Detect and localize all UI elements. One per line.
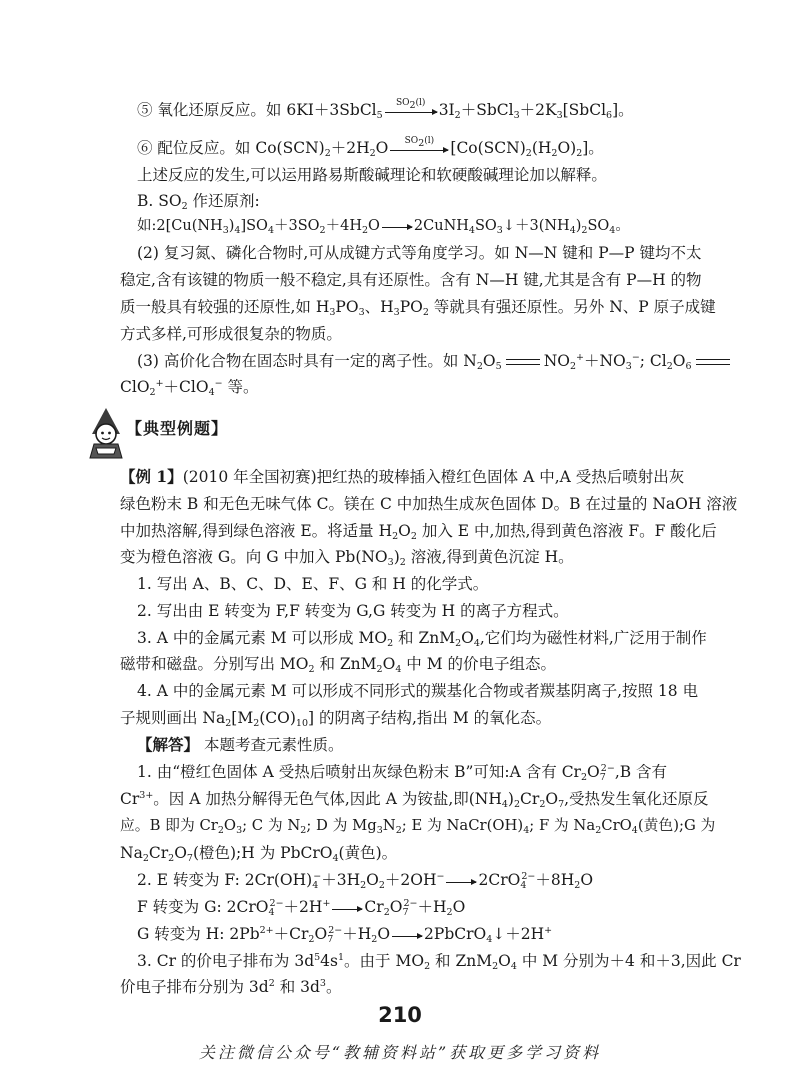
question-item: 2. 写出由 E 转变为 F,F 转变为 G,G 转变为 H 的离子方程式。 <box>137 602 569 620</box>
question-item: 4. A 中的金属元素 M 可以形成不同形式的羰基化合物或者羰基阴离子,按照 18 电 <box>137 682 699 700</box>
reaction-arrow <box>382 225 412 228</box>
equilibrium-arrow <box>506 359 540 365</box>
text-line: 2. E 转变为 F: $2Cr(OH)_4^-+3H_2O_2+2OH^-$ $2CrO_4^{2-}+8H_2O$ <box>137 871 594 891</box>
text-line: B. $SO_2$ 作还原剂: <box>137 192 260 212</box>
reaction-arrow <box>392 934 422 937</box>
student-reading-icon <box>86 404 126 460</box>
page-number: 210 <box>378 1003 422 1027</box>
text-line: (2) 复习氮、磷化合物时,可从成键方式等角度学习。如 N—N 键和 P—P 键均不太 <box>137 244 702 262</box>
text-line: 稳定,含有该键的物质一般不稳定,具有还原性。含有 N—H 键,尤其是含有 P—H 的物 <box>120 271 702 289</box>
reaction-arrow <box>446 880 476 883</box>
text-line: 【例 1】(2010 年全国初赛)把红热的玻棒插入橙红色固体 A 中,A 受热后喷射出灰 <box>120 467 685 486</box>
text-line: 子规则画出 $Na_2[M_2(CO)_{10}]$ 的阴离子结构,指出 M 的氧化态。 <box>120 709 552 729</box>
text-line: G 转变为 H: $2Pb^{2+}+Cr_2O_7^{2-}+H_2O$ 2PbCrO$_4$↓＋2H+ <box>137 925 553 945</box>
reaction-arrow: $SO_2(l)$ <box>390 148 448 151</box>
text-line: 绿色粉末 B 和无色无味气体 C。镁在 C 中加热生成灰色固体 D。B 在过量的 NaOH 溶液 <box>120 495 738 513</box>
reaction-arrow: $SO_2(l)$ <box>385 110 437 113</box>
text-line: ClO$_2$+＋ClO$_4$− 等。 <box>120 378 259 398</box>
section-header <box>86 404 386 460</box>
text-line: 磁带和磁盘。分别写出 $MO_2$ 和 $ZnM_2O_4$ 中 M 的价电子组态。 <box>120 655 557 675</box>
text-line: 质一般具有较强的还原性,如 $H_3PO_3$、$H_3PO_2$ 等就具有强还原性。另外 N、P 原子成键 <box>120 298 716 318</box>
text-line: 变为橙色溶液 G。向 G 中加入 $Pb(NO_3)_2$ 溶液,得到黄色沉淀 H。 <box>120 548 574 568</box>
answer-heading: 【解答】 本题考查元素性质。 <box>137 735 344 754</box>
text-line: 1. 由“橙红色固体 A 受热后喷射出灰绿色粉末 B”可知:A 含有 $Cr_2O_7^{2-},B$ 含有 <box>137 763 668 783</box>
text-line: ⑤ 氧化还原反应。如 6KI＋3SbCl$_5$ $SO_2(l)$ $3I_2+SbCl_3+2K_3[SbCl_6]$。 <box>137 97 634 121</box>
text-line: F 转变为 G: 2CrO$_4^{2-}$＋2H+ $Cr_2O_7^{2-}+H_2O$ <box>137 898 466 918</box>
text-line: $Na_2Cr_2O_7$(橙色);H 为 PbCrO$_4$(黄色)。 <box>120 844 398 864</box>
text-line: 上述反应的发生,可以运用路易斯酸碱理论和软硬酸碱理论加以解释。 <box>137 166 607 184</box>
text-line: 3. Cr 的价电子排布为 $3d^54s^1$。由于 $MO_2$ 和 $ZnM_2O_4$ 中 M 分别为＋4 和＋3,因此 Cr <box>137 952 741 972</box>
text-line: 应。B 即为 $Cr_2O_3$; C 为 $N_2$; D 为 $Mg_3N_2$; E 为 $NaCr(OH)_4$; F 为 $Na_2CrO_4$(黄色);G 为 <box>120 817 716 836</box>
footer-watermark: 关注微信公众号“教辅资料站”获取更多学习资料 <box>198 1043 602 1062</box>
equilibrium-arrow <box>696 359 730 365</box>
text-line: 价电子排布分别为 $3d^2$ 和 $3d^3$。 <box>120 978 342 996</box>
text-line: 方式多样,可形成很复杂的物质。 <box>120 325 342 343</box>
text-line: ⑥ 配位反应。如 $Co(SCN)_2+2H_2O$ $SO_2(l)$ $[Co(SCN)_2(H_2O)_2]$。 <box>137 135 604 159</box>
question-item: 3. A 中的金属元素 M 可以形成 $MO_2$ 和 $ZnM_2O_4$,它们均为磁性材料,广泛用于制作 <box>137 629 707 649</box>
text-line: 如$:2[Cu(NH_3)_4]SO_4+3SO_2+4H_2O$ $2CuNH_4SO_3↓+3(NH_4)_2SO_4$。 <box>137 218 630 236</box>
question-item: 1. 写出 A、B、C、D、E、F、G 和 H 的化学式。 <box>137 575 489 593</box>
section-title: 【典型例题】 <box>126 419 229 438</box>
text-line: $Cr^{3+}$。因 A 加热分解得无色气体,因此 A 为铵盐,即$(NH_4)_2Cr_2O_7$,受热发生氧化还原反 <box>120 790 709 810</box>
text-line: (3) 高价化合物在固态时具有一定的离子性。如 $N_2O_5$ $NO_2^++NO_3^-$; $Cl_2O_6$ <box>137 351 737 371</box>
text-line: 中加热溶解,得到绿色溶液 E。将适量 $H_2O_2$ 加入 E 中,加热,得到黄色溶液 F。F 酸化后 <box>120 522 717 542</box>
reaction-arrow <box>332 907 362 910</box>
